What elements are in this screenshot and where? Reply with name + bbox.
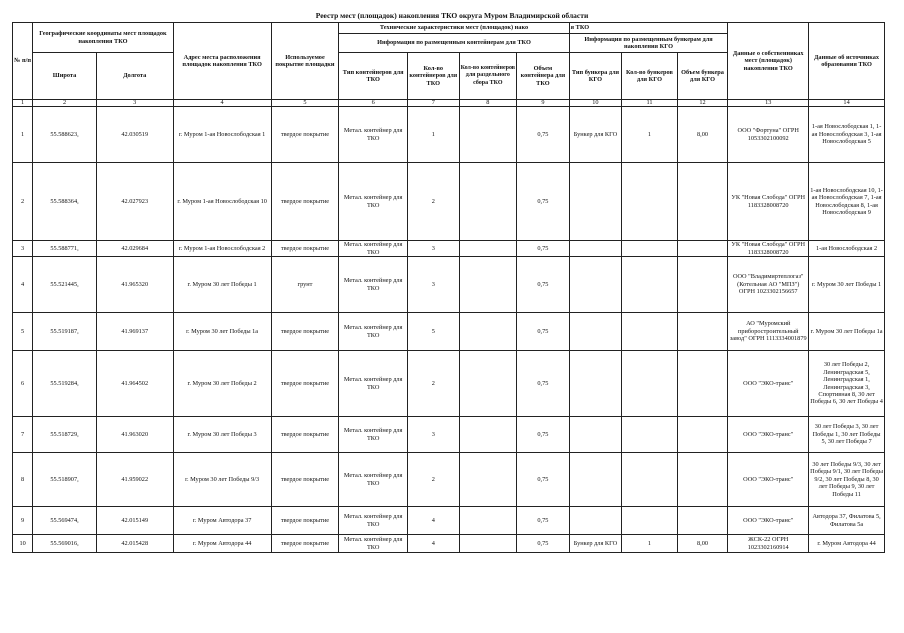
cell-address: г. Муром 1-ая Новослободская 1 (173, 107, 271, 163)
cell-bunker-count: 1 (622, 107, 678, 163)
cell-bunker-volume (677, 507, 728, 535)
cell-container-volume: 0,75 (517, 313, 570, 351)
header-cont-volume: Объем контейнера для ТКО (517, 53, 570, 100)
cell-latitude: 55.519284, (33, 351, 97, 417)
cell-container-count: 2 (408, 351, 460, 417)
header-surface: Используемое покрытие площадки (271, 23, 339, 100)
cell-container-volume: 0,75 (517, 453, 570, 507)
cell-bunker-volume (677, 257, 728, 313)
cell-container-count: 3 (408, 241, 460, 257)
cell-container-volume: 0,75 (517, 163, 570, 241)
header-bunk-type: Тип бункера для КГО (569, 53, 622, 100)
col-number: 4 (173, 100, 271, 107)
header-geo-group: Географические координаты мест площадок накопления ТКО (33, 23, 173, 53)
row-number: 5 (13, 313, 33, 351)
cell-container-type: Метал. контейнер для ТКО (339, 507, 408, 535)
cell-owner: ООО "ЭКО-транс" (728, 453, 809, 507)
cell-longitude: 42.015428 (96, 535, 173, 553)
cell-container-count: 3 (408, 417, 460, 453)
cell-latitude: 55.518907, (33, 453, 97, 507)
cell-container-volume: 0,75 (517, 241, 570, 257)
header-tech-group: Технические характеристики мест (площадок) нако (339, 23, 569, 34)
registry-table (12, 22, 885, 553)
header-lon: Долгота (96, 53, 173, 100)
cell-longitude: 42.029684 (96, 241, 173, 257)
cell-latitude: 55.569016, (33, 535, 97, 553)
cell-surface: твердое покрытие (271, 163, 339, 241)
cell-container-count: 3 (408, 257, 460, 313)
cell-container-volume: 0,75 (517, 417, 570, 453)
cell-bunker-type: Бункер для КГО (569, 107, 622, 163)
cell-owner: ООО "Владимиртеплогаз" (Котельная АО "МПЗ") ОГРН 1023302156657 (728, 257, 809, 313)
cell-sources: 1-ая Новослободская 10, 1-ая Новослободская 7, 1-ая Новослободская 8, 1-ая Новослободская 9 (809, 163, 885, 241)
cell-container-separate (459, 417, 517, 453)
cell-longitude: 42.027923 (96, 163, 173, 241)
header-sources: Данные об источниках образования ТКО (809, 23, 885, 100)
cell-bunker-volume: 8,00 (677, 535, 728, 553)
table-row (13, 535, 885, 553)
cell-bunker-count (622, 163, 678, 241)
cell-address: г. Муром 30 лет Победы 1а (173, 313, 271, 351)
cell-latitude: 55.588364, (33, 163, 97, 241)
table-row (13, 351, 885, 417)
cell-container-count: 2 (408, 163, 460, 241)
row-number: 1 (13, 107, 33, 163)
cell-surface: твердое покрытие (271, 453, 339, 507)
cell-owner: АО "Муромский приборостроительный завод" ОГРН 1113334001879 (728, 313, 809, 351)
cell-surface: твердое покрытие (271, 351, 339, 417)
header-address: Адрес места расположения площадок накопления ТКО (173, 23, 271, 100)
header-bunk-count: Кол-во бункеров для КГО (622, 53, 678, 100)
table-row (13, 313, 885, 351)
header-containers-group: Информация по размещенным контейнерам для ТКО (339, 34, 569, 53)
table-row (13, 453, 885, 507)
cell-bunker-count: 1 (622, 535, 678, 553)
col-number: 9 (517, 100, 570, 107)
cell-address: г. Муром Автодора 37 (173, 507, 271, 535)
cell-address: г. Муром 1-ая Новослободская 2 (173, 241, 271, 257)
cell-surface: твердое покрытие (271, 241, 339, 257)
cell-address: г. Муром 30 лет Победы 9/3 (173, 453, 271, 507)
row-number: 10 (13, 535, 33, 553)
cell-longitude: 41.959022 (96, 453, 173, 507)
cell-bunker-type (569, 507, 622, 535)
cell-container-volume: 0,75 (517, 535, 570, 553)
cell-bunker-volume (677, 351, 728, 417)
cell-longitude: 41.963020 (96, 417, 173, 453)
cell-container-separate (459, 241, 517, 257)
cell-container-count: 1 (408, 107, 460, 163)
cell-sources: г. Муром 30 лет Победы 1 (809, 257, 885, 313)
cell-owner: ООО "ЭКО-транс" (728, 417, 809, 453)
cell-owner: ООО "ЭКО-транс" (728, 507, 809, 535)
cell-latitude: 55.518729, (33, 417, 97, 453)
row-number: 6 (13, 351, 33, 417)
cell-container-count: 4 (408, 535, 460, 553)
row-number: 2 (13, 163, 33, 241)
cell-bunker-type: Бункер для КГО (569, 535, 622, 553)
cell-sources: Автодора 37, Филатова 5, Филатова 5а (809, 507, 885, 535)
cell-container-type: Метал. контейнер для ТКО (339, 107, 408, 163)
cell-latitude: 55.519187, (33, 313, 97, 351)
row-number: 9 (13, 507, 33, 535)
cell-bunker-count (622, 257, 678, 313)
cell-sources: 30 лет Победы 9/3, 30 лет Победы 9/1, 30 лет Победы 9/2, 30 лет Победы 8, 30 лет Победы 9, 30 лет Победы 11 (809, 453, 885, 507)
cell-bunker-count (622, 241, 678, 257)
cell-address: г. Муром 30 лет Победы 1 (173, 257, 271, 313)
row-number: 7 (13, 417, 33, 453)
cell-surface: твердое покрытие (271, 535, 339, 553)
col-number: 7 (408, 100, 460, 107)
cell-container-type: Метал. контейнер для ТКО (339, 313, 408, 351)
cell-container-count: 2 (408, 453, 460, 507)
cell-bunker-volume: 8,00 (677, 107, 728, 163)
cell-bunker-volume (677, 417, 728, 453)
header-lat: Широта (33, 53, 97, 100)
cell-container-separate (459, 313, 517, 351)
cell-container-separate (459, 507, 517, 535)
cell-bunker-count (622, 417, 678, 453)
col-number: 13 (728, 100, 809, 107)
cell-bunker-volume (677, 453, 728, 507)
col-number: 2 (33, 100, 97, 107)
cell-container-count: 5 (408, 313, 460, 351)
cell-sources: 30 лет Победы 2, Ленинградская 5, Ленинградская 1, Ленинградская 3, Спортивная 8, 30 лет Победы 6, 30 лет Победы 4 (809, 351, 885, 417)
table-row (13, 417, 885, 453)
cell-sources: 30 лет Победы 3, 30 лет Победы 1, 30 лет Победы 5, 30 лет Победы 7 (809, 417, 885, 453)
cell-bunker-volume (677, 313, 728, 351)
cell-owner: УК "Новая Слобода" ОГРН 1183328008720 (728, 241, 809, 257)
header-bunkers-group: Информация по размещенным бункерам для накопления КГО (569, 34, 728, 53)
col-number: 1 (13, 100, 33, 107)
cell-container-separate (459, 163, 517, 241)
cell-container-separate (459, 107, 517, 163)
col-number: 11 (622, 100, 678, 107)
cell-bunker-type (569, 313, 622, 351)
cell-container-volume: 0,75 (517, 257, 570, 313)
header-tech-group-tail: я ТКО (569, 23, 728, 34)
cell-latitude: 55.588623, (33, 107, 97, 163)
cell-bunker-type (569, 453, 622, 507)
col-number: 6 (339, 100, 408, 107)
cell-owner: УК "Новая Слобода" ОГРН 1183328008720 (728, 163, 809, 241)
cell-container-type: Метал. контейнер для ТКО (339, 257, 408, 313)
row-number: 4 (13, 257, 33, 313)
cell-bunker-type (569, 417, 622, 453)
cell-address: г. Муром Автодора 44 (173, 535, 271, 553)
cell-surface: грунт (271, 257, 339, 313)
cell-container-type: Метал. контейнер для ТКО (339, 163, 408, 241)
cell-bunker-count (622, 453, 678, 507)
cell-container-type: Метал. контейнер для ТКО (339, 417, 408, 453)
cell-container-type: Метал. контейнер для ТКО (339, 241, 408, 257)
cell-bunker-volume (677, 163, 728, 241)
cell-longitude: 41.969137 (96, 313, 173, 351)
cell-container-count: 4 (408, 507, 460, 535)
col-number: 8 (459, 100, 517, 107)
cell-latitude: 55.569474, (33, 507, 97, 535)
cell-bunker-count (622, 313, 678, 351)
cell-sources: г. Муром 30 лет Победы 1а (809, 313, 885, 351)
cell-longitude: 41.965320 (96, 257, 173, 313)
cell-surface: твердое покрытие (271, 107, 339, 163)
header-bunk-volume: Объем бункера для КГО (677, 53, 728, 100)
column-number-row (13, 100, 885, 107)
cell-address: г. Муром 1-ая Новослободская 10 (173, 163, 271, 241)
cell-latitude: 55.521445, (33, 257, 97, 313)
cell-longitude: 41.964502 (96, 351, 173, 417)
row-number: 8 (13, 453, 33, 507)
cell-bunker-count (622, 507, 678, 535)
cell-surface: твердое покрытие (271, 417, 339, 453)
header-owners: Данные о собственниках мест (площадок) накопления ТКО (728, 23, 809, 100)
cell-latitude: 55.588771, (33, 241, 97, 257)
header-num: № п/п (13, 23, 33, 100)
cell-bunker-type (569, 241, 622, 257)
cell-bunker-type (569, 163, 622, 241)
cell-bunker-type (569, 351, 622, 417)
header-cont-type: Тип контейнеров для ТКО (339, 53, 408, 100)
cell-sources: 1-ая Новослободская 2 (809, 241, 885, 257)
cell-address: г. Муром 30 лет Победы 3 (173, 417, 271, 453)
cell-container-separate (459, 535, 517, 553)
cell-bunker-volume (677, 241, 728, 257)
col-number: 10 (569, 100, 622, 107)
header-cont-count: Кол-во контейнеров для ТКО (408, 53, 460, 100)
cell-sources: г. Муром Автодора 44 (809, 535, 885, 553)
cell-container-volume: 0,75 (517, 507, 570, 535)
col-number: 12 (677, 100, 728, 107)
cell-container-separate (459, 351, 517, 417)
cell-address: г. Муром 30 лет Победы 2 (173, 351, 271, 417)
table-row (13, 163, 885, 241)
cell-owner: ООО "ЭКО-транс" (728, 351, 809, 417)
row-number: 3 (13, 241, 33, 257)
cell-surface: твердое покрытие (271, 507, 339, 535)
cell-container-volume: 0,75 (517, 351, 570, 417)
cell-bunker-type (569, 257, 622, 313)
cell-container-separate (459, 453, 517, 507)
table-row (13, 107, 885, 163)
cell-container-type: Метал. контейнер для ТКО (339, 351, 408, 417)
page-title: Реестр мест (площадок) накопления ТКО округа Муром Владимирской области (315, 11, 589, 20)
cell-longitude: 42.030519 (96, 107, 173, 163)
table-row (13, 257, 885, 313)
cell-surface: твердое покрытие (271, 313, 339, 351)
cell-container-type: Метал. контейнер для ТКО (339, 453, 408, 507)
col-number: 3 (96, 100, 173, 107)
cell-container-separate (459, 257, 517, 313)
cell-longitude: 42.015149 (96, 507, 173, 535)
cell-owner: ЖСК-22 ОГРН 1023302160914 (728, 535, 809, 553)
col-number: 14 (809, 100, 885, 107)
cell-container-type: Метал. контейнер для ТКО (339, 535, 408, 553)
cell-bunker-count (622, 351, 678, 417)
table-row (13, 507, 885, 535)
cell-sources: 1-ая Новослободская 1, 1-ая Новослободская 3, 1-ая Новослободская 5 (809, 107, 885, 163)
header-cont-sep: Кол-во контейнеров для раздельного сбора ТКО (459, 53, 517, 100)
cell-owner: ООО "Фортуна" ОГРН 1053302100092 (728, 107, 809, 163)
col-number: 5 (271, 100, 339, 107)
cell-container-volume: 0,75 (517, 107, 570, 163)
table-row (13, 241, 885, 257)
